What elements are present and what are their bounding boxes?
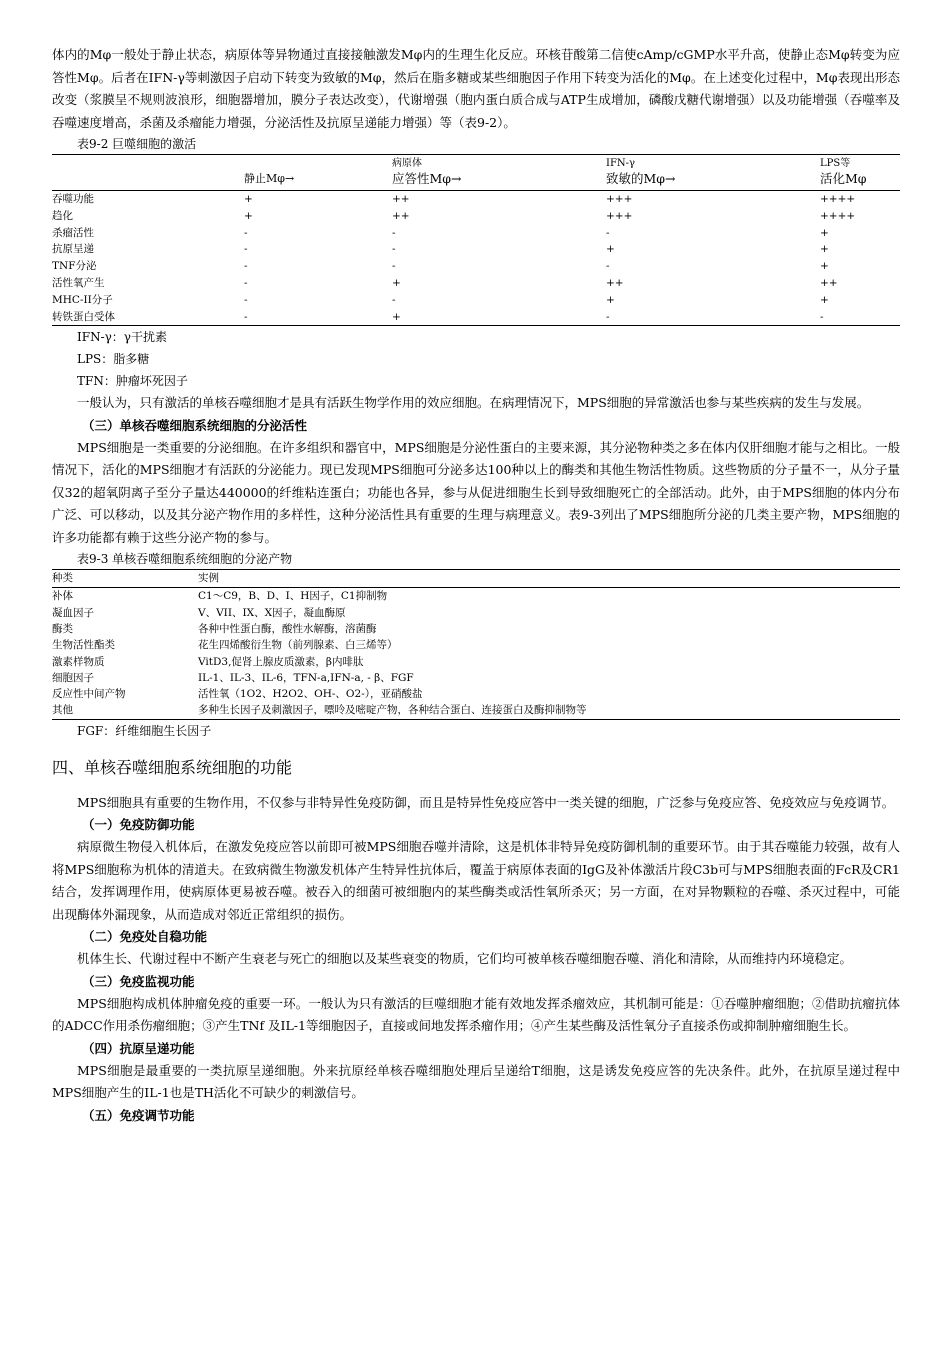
category-cell: 补体 [52, 590, 73, 603]
row-label-cell: 转铁蛋白受体 [52, 310, 115, 323]
value-cell: ++ [820, 276, 838, 289]
value-cell: - [392, 293, 396, 306]
table-row [52, 702, 900, 719]
value-cell: ++ [392, 209, 410, 222]
header-cell [52, 155, 244, 191]
chapter-heading-functions: 四、单核吞噬细胞系统细胞的功能 [52, 757, 293, 777]
value-cell: + [820, 260, 829, 273]
value-cell: + [244, 209, 253, 222]
presentation-paragraph: MPS细胞是最重要的一类抗原呈递细胞。外来抗原经单核吞噬细胞处理后呈递给T细胞，这是诱发免疫应答的先决条件。此外，在抗原呈递过程中MPS细胞产生的IL-1也是TH活化不可缺少的刺激信号。 [52, 1062, 900, 1101]
example-cell: 各种中性蛋白酶，酸性水解酶，溶菌酶 [198, 622, 377, 635]
value-cell: - [244, 276, 248, 289]
value-cell: + [392, 276, 401, 289]
value-cell: + [392, 310, 401, 323]
example-cell: V、VII、IX、X因子，凝血酶原 [198, 606, 346, 619]
value-cell: - [606, 260, 610, 273]
macrophage-activation-table [52, 154, 900, 326]
functions-paragraph: MPS细胞具有重要的生物作用，不仅参与非特异性免疫防御，而且是特异性免疫应答中一类关键的细胞，广泛参与免疫应答、免疫效应与免疫调节。 [77, 794, 895, 810]
section-heading-presentation: （四）抗原呈递功能 [82, 1040, 195, 1056]
header-cell: 病原体 应答性Mφ→ [392, 158, 462, 186]
value-cell: - [392, 226, 396, 239]
section-heading-secretion: （三）单核吞噬细胞系统细胞的分泌活性 [82, 417, 308, 433]
value-cell: + [606, 293, 615, 306]
example-cell: VitD3,促肾上腺皮质激素，β内啡肽 [198, 655, 364, 668]
value-cell: +++ [606, 193, 633, 205]
category-cell: 激素样物质 [52, 655, 105, 668]
table-row [52, 605, 900, 621]
table-row [52, 670, 900, 686]
table-row [52, 191, 900, 208]
value-cell: + [820, 226, 829, 239]
value-cell: ++ [606, 276, 624, 289]
table-note: IFN-γ：γ干扰素 [77, 330, 167, 345]
value-cell: - [244, 293, 248, 306]
table-row [52, 686, 900, 702]
example-cell: 活性氧（1O2、H2O2、OH-、O2-），亚硝酸盐 [198, 688, 423, 701]
value-cell: +++ [606, 209, 633, 222]
row-label-cell: 趋化 [52, 209, 73, 222]
document-page [52, 44, 900, 1127]
category-cell: 细胞因子 [52, 671, 94, 684]
table-note: LPS：脂多糖 [77, 352, 150, 367]
surveillance-paragraph: MPS细胞构成机体肿瘤免疫的重要一环。一般认为只有激活的巨噬细胞才能有效地发挥杀瘤效应，其机制可能是：①吞噬肿瘤细胞；②借助抗瘤抗体的ADCC作用杀伤瘤细胞；③产生TNf 及IL-1等细胞因子，直接或间地发挥杀瘤作用；④产生某些酶及活性氧分子直接杀伤或抑制肿瘤细胞生长。 [52, 995, 900, 1034]
value-cell: + [244, 193, 253, 205]
section-heading-defense: （一）免疫防御功能 [82, 817, 195, 833]
table-row [52, 241, 900, 258]
value-cell: - [606, 226, 610, 239]
value-cell: - [244, 243, 248, 256]
table-header-row [52, 570, 900, 588]
table-header-row [52, 155, 900, 191]
secretion-products-table [52, 569, 900, 719]
table-note: TFN：肿瘤坏死因子 [77, 374, 188, 389]
value-cell: + [606, 243, 615, 256]
value-cell: - [244, 310, 248, 323]
example-cell: C1～C9，B、D、I、H因子，C1抑制物 [198, 590, 388, 603]
row-label-cell: 抗原呈递 [52, 243, 94, 256]
value-cell: - [392, 243, 396, 256]
table-row [52, 208, 900, 225]
row-label-cell: 杀瘤活性 [52, 226, 94, 239]
header-cell: 静止Mφ→ [244, 172, 295, 185]
row-label-cell: 活性氧产生 [52, 276, 105, 289]
table-row [52, 225, 900, 242]
section-heading-surveillance: （三）免疫监视功能 [82, 973, 195, 989]
table-note: FGF：纤维细胞生长因子 [77, 723, 212, 738]
value-cell: - [820, 310, 824, 323]
header-cell: LPS等 活化Mφ [820, 158, 867, 186]
category-cell: 凝血因子 [52, 606, 94, 619]
section-heading-homeostasis: （二）免疫处自稳功能 [82, 929, 208, 945]
table-9-2-caption: 表9-2 巨噬细胞的激活 [77, 137, 197, 151]
table-row [52, 309, 900, 326]
row-label-cell: TNF分泌 [52, 260, 97, 273]
value-cell: + [820, 243, 829, 256]
category-cell: 反应性中间产物 [52, 688, 126, 701]
row-label-cell: 吞噬功能 [52, 193, 94, 205]
value-cell: ++ [392, 193, 410, 205]
category-cell: 酶类 [52, 622, 73, 635]
value-cell: - [606, 310, 610, 323]
example-cell: 花生四烯酸衍生物（前列腺素、白三烯等） [198, 639, 398, 652]
header-cell: 种类 [52, 572, 73, 585]
category-cell: 其他 [52, 704, 73, 717]
intro-paragraph: 体内的Mφ一般处于静止状态，病原体等异物通过直接接触激发Mφ内的生理生化反应。环核苷酸第二信使cAmp/cGMP水平升高，使静止态Mφ转变为应答性Mφ。后者在IFN-γ等刺激因子启动下转变为致敏的Mφ，然后在脂多糖或某些细胞因子作用下转变为活化的Mφ。在上述变化过程中，Mφ表现出形态改变（浆膜呈不规则波浪形，细胞器增加，膜分子表达改变），代谢增强（胞内蛋白质合成与ATP生成增加，磷酸戊糖代谢增强）以及功能增强（吞噬率及吞噬速度增高，杀菌及杀瘤能力增强，分泌活性及抗原呈递能力增强）等（表9-2）。 [52, 47, 900, 130]
table-row [52, 275, 900, 292]
defense-paragraph: 病原微生物侵入机体后，在激发免疫应答以前即可被MPS细胞吞噬并清除，这是机体非特异免疫防御机制的重要环节。由于其吞噬能力较强，故有人将MPS细胞称为机体的清道夫。在致病微生物激发机体产生特异性抗体后，覆盖于病原体表面的IgG及补体激活片段C3b可与MPS细胞表面的FcR及CR1结合，发挥调理作用，使病原体更易被吞噬。被吞入的细菌可被细胞内的某些酶类或活性氧所杀灭；另一方面，在对异物颗粒的吞噬、杀灭过程中，可能出现酶体外漏现象，从而造成对邻近正常组织的损伤。 [52, 839, 900, 922]
table-row [52, 654, 900, 670]
section-heading-regulation: （五）免疫调节功能 [82, 1107, 195, 1123]
value-cell: - [392, 260, 396, 273]
value-cell: - [244, 226, 248, 239]
value-cell: - [244, 260, 248, 273]
table-row [52, 637, 900, 653]
example-cell: 多种生长因子及刺激因子，嘌呤及嘧啶产物，各种结合蛋白、连接蛋白及酶抑制物等 [198, 704, 587, 717]
table-row [52, 258, 900, 275]
table-9-3-caption: 表9-3 单核吞噬细胞系统细胞的分泌产物 [77, 552, 293, 567]
header-cell: IFN-γ 致敏的Mφ→ [606, 158, 676, 186]
table-row [52, 292, 900, 309]
effect-paragraph: 一般认为，只有激活的单核吞噬细胞才是具有活跃生物学作用的效应细胞。在病理情况下，MPS细胞的异常激活也参与某些疾病的发生与发展。 [77, 395, 870, 411]
header-cell: 实例 [198, 572, 219, 585]
secretion-paragraph: MPS细胞是一类重要的分泌细胞。在许多组织和器官中，MPS细胞是分泌性蛋白的主要来源，其分泌物种类之多在体内仅肝细胞才能与之相比。一般情况下，活化的MPS细胞才有活跃的分泌能力。现已发现MPS细胞可分泌多达100种以上的酶类和其他生物活性物质。这些物质的分子量不一，从分子量仅32的超氧阴离子至分子量达440000的纤维粘连蛋白；功能也各异，参与从促进细胞生长到导致细胞死亡的全部活动。此外，由于MPS细胞的体内分布广泛、可以移动，以及其分泌产物作用的多样性，这种分泌活性具有重要的生理与病理意义。表9-3列出了MPS细胞所分泌的几类主要产物，MPS细胞的许多功能都有赖于这些分泌产物的参与。 [52, 439, 900, 545]
row-label-cell: MHC-II分子 [52, 293, 113, 306]
homeostasis-paragraph: 机体生长、代谢过程中不断产生衰老与死亡的细胞以及某些衰变的物质，它们均可被单核吞噬细胞吞噬、消化和清除，从而维持内环境稳定。 [77, 951, 853, 967]
table-row [52, 621, 900, 637]
value-cell: ++++ [820, 209, 856, 222]
value-cell: + [820, 293, 829, 306]
example-cell: IL-1、IL-3、IL-6，TFN-a,IFN-a, - β、FGF [198, 671, 414, 684]
category-cell: 生物活性酯类 [52, 639, 115, 652]
table-row [52, 588, 900, 605]
value-cell: ++++ [820, 193, 856, 205]
